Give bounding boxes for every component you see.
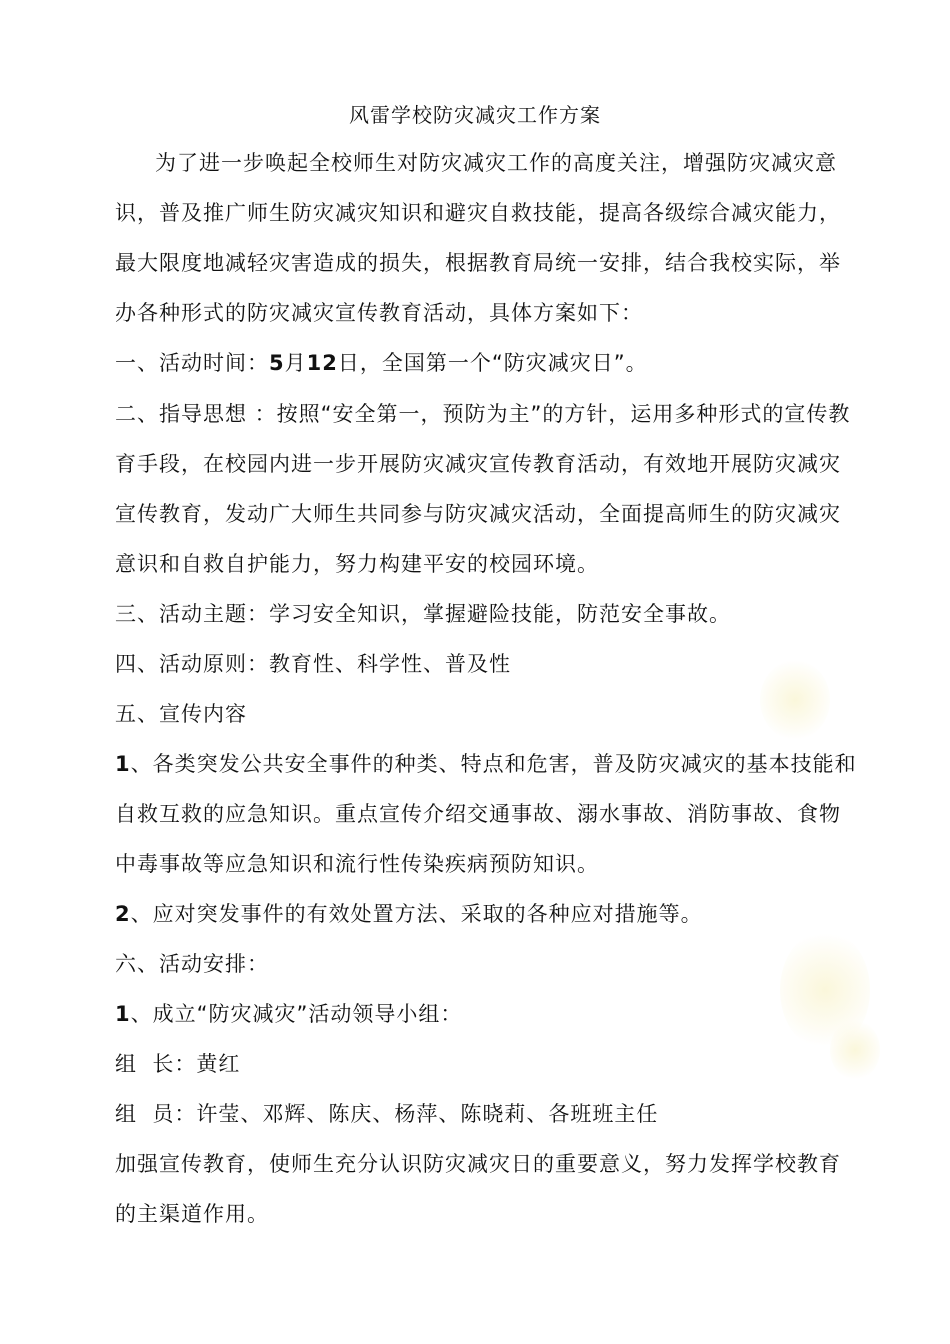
content-item-1-line-1	[115, 749, 875, 779]
section-activity-time-label: 一、活动时间：	[115, 351, 269, 375]
group-leader: 组 长：黄红	[115, 1052, 241, 1076]
guiding-thought-line-3: 宣传教育，发动广大师生共同参与防灾减灾活动，全面提高师生的防灾减灾	[115, 502, 841, 526]
guiding-thought-line-4: 意识和自救自护能力，努力构建平安的校园环境。	[115, 552, 599, 576]
intro-line-4: 办各种形式的防灾减灾宣传教育活动，具体方案如下：	[115, 301, 643, 325]
section-activity-time	[115, 348, 875, 378]
intro-line-1: 为了进一步唤起全校师生对防灾减灾工作的高度关注，增强防灾减灾意	[155, 151, 837, 175]
intro-line-3: 最大限度地减轻灾害造成的损失，根据教育局统一安排，结合我校实际，举	[115, 251, 841, 275]
content-item-1-line-2: 自救互救的应急知识。重点宣传介绍交通事故、溺水事故、消防事故、食物	[115, 802, 841, 826]
arrangement-item-1	[115, 999, 875, 1029]
item-number: 2	[115, 902, 131, 926]
month-number: 5	[269, 351, 285, 375]
closing-line-1: 加强宣传教育，使师生充分认识防灾减灾日的重要意义，努力发挥学校教育	[115, 1152, 841, 1176]
item-text: 、成立“防灾减灾”活动领导小组：	[130, 1002, 463, 1026]
section-principles: 四、活动原则：教育性、科学性、普及性	[115, 652, 511, 676]
month-unit: 月	[284, 351, 307, 375]
section-theme: 三、活动主题：学习安全知识，掌握避险技能，防范安全事故。	[115, 602, 731, 626]
item-number: 1	[115, 752, 131, 776]
item-text: 、应对突发事件的有效处置方法、采取的各种应对措施等。	[130, 902, 703, 926]
content-item-2	[115, 899, 875, 929]
item-number: 1	[115, 1002, 131, 1026]
item-text: 、各类突发公共安全事件的种类、特点和危害，普及防灾减灾的基本技能和	[130, 752, 857, 776]
group-members: 组 员：许莹、邓辉、陈庆、杨萍、陈晓莉、各班班主任	[115, 1102, 659, 1126]
section-arrangements: 六、活动安排：	[115, 952, 269, 976]
section-activity-time-rest: 日，全国第一个“防灾减灾日”。	[337, 351, 648, 375]
content-item-1-line-3: 中毒事故等应急知识和流行性传染疾病预防知识。	[115, 852, 599, 876]
intro-line-2: 识，普及推广师生防灾减灾知识和避灾自救技能，提高各级综合减灾能力，	[115, 201, 841, 225]
day-number: 12	[306, 351, 338, 375]
closing-line-2: 的主渠道作用。	[115, 1202, 269, 1226]
guiding-thought-line-1: 二、指导思想 ：按照“安全第一，预防为主”的方针，运用多种形式的宣传教	[115, 402, 851, 426]
guiding-thought-line-2: 育手段，在校园内进一步开展防灾减灾宣传教育活动，有效地开展防灾减灾	[115, 452, 841, 476]
document-title: 风雷学校防灾减灾工作方案	[349, 103, 601, 127]
section-publicity-content: 五、宣传内容	[115, 702, 247, 726]
